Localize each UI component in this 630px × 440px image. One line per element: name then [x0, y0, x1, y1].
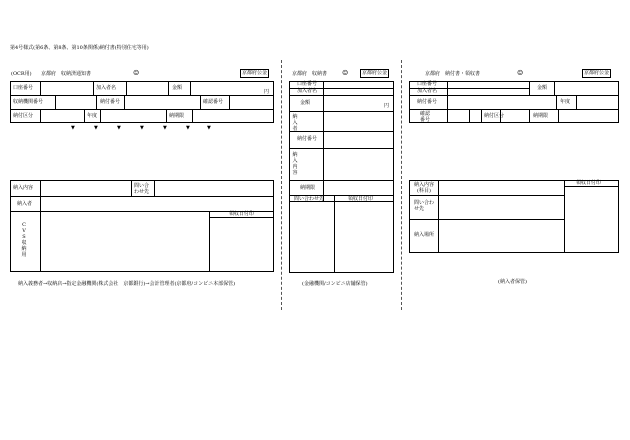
- triangle-marker: ▼: [163, 125, 167, 131]
- place-label: 納入場所: [414, 232, 435, 238]
- inquiry-label: 問い合わせ先: [414, 200, 435, 212]
- payment-category-label: 納付区分: [484, 113, 505, 119]
- triangle-marker: ▼: [207, 125, 211, 131]
- receipt-date-label: 領収日付印: [576, 180, 602, 186]
- cut-line-2: [401, 60, 402, 310]
- seal-stamp: 京都府公金: [584, 70, 610, 76]
- content-label: 納入内容: [292, 152, 298, 176]
- due-date-label: 納期限: [300, 185, 316, 191]
- payer-label: 納入者: [292, 114, 298, 132]
- smiley-icon: ☺: [133, 69, 140, 77]
- payment-category-label: 納付区分: [13, 113, 34, 119]
- smiley-icon: ☺: [342, 69, 349, 77]
- smiley-icon: ☺: [517, 69, 524, 77]
- triangle-marker: ▼: [186, 125, 190, 131]
- seal-stamp: 京都府公金: [362, 70, 388, 76]
- panel1-upper-grid: [10, 81, 274, 123]
- payment-number-label: 納付番号: [100, 99, 121, 105]
- bank-number-label: 収納機関番号: [13, 99, 44, 105]
- receipt-date-label: 領収日付印: [229, 211, 255, 217]
- account-number-label: 口座番号: [13, 85, 34, 91]
- year-label: 年度: [87, 113, 98, 119]
- content-label: 納入内容(科目): [413, 182, 434, 194]
- yen-unit: 円: [264, 89, 270, 95]
- payment-number-label: 納付番号: [417, 99, 438, 105]
- amount-label: 金額: [172, 85, 183, 91]
- panel3-lower-grid: [409, 180, 619, 253]
- panel3-footer: (納入者保管): [498, 279, 527, 285]
- triangle-marker: ▼: [140, 125, 144, 131]
- cut-line-1: [281, 60, 282, 310]
- year-label: 年度: [560, 99, 571, 105]
- payer-label: 納入者: [17, 201, 33, 207]
- panel2-footer: (金融機関/コンビニ店舗保管): [302, 281, 368, 287]
- receipt-date-label: 領収日付印: [348, 196, 374, 202]
- content-label: 納入内容: [13, 185, 34, 191]
- seal-stamp: 京都府公金: [242, 70, 268, 76]
- confirm-number-label: 確認番号: [203, 99, 224, 105]
- subscriber-name-label: 加入者名: [297, 88, 318, 94]
- panel2-grid: [289, 81, 394, 273]
- yen-unit: 円: [384, 103, 390, 109]
- account-number-label: 口座番号: [297, 81, 318, 87]
- account-number-label: 口座番号: [417, 81, 438, 87]
- due-date-label: 納期限: [169, 113, 185, 119]
- due-date-label: 納期限: [533, 113, 549, 119]
- amount-label: 金額: [300, 100, 311, 106]
- confirm-number-label: 確認番号: [420, 111, 431, 123]
- amount-label: 金額: [537, 85, 548, 91]
- payment-number-label: 納付番号: [297, 136, 318, 142]
- panel1-title: 京都府 収納済通知書: [41, 71, 92, 77]
- form-title: 第4号様式(第6条、第8条、第10条関係)納付書(特別住宅等用): [10, 45, 149, 51]
- subscriber-name-label: 加入者名: [417, 88, 438, 94]
- subscriber-name-label: 加入者名: [96, 85, 117, 91]
- panel3-title: 京都府 納付書・領収書: [425, 71, 481, 77]
- triangle-marker: ▼: [94, 125, 98, 131]
- ocr-label: (OCR用): [11, 71, 32, 77]
- panel2-title: 京都府 収納書: [292, 71, 328, 77]
- panel1-footer: 納入義務者→収納店→指定金融機関(株式会社 京都銀行)→会計管理者(京都府/コンビニ本部保管): [18, 281, 236, 287]
- inquiry-label: 問い合わせ先: [134, 183, 150, 195]
- triangle-marker: ▼: [71, 125, 75, 131]
- triangle-marker: ▼: [117, 125, 121, 131]
- cvs-label: CVS収納用: [21, 222, 27, 258]
- inquiry-label: 問い合わせ先: [294, 196, 325, 202]
